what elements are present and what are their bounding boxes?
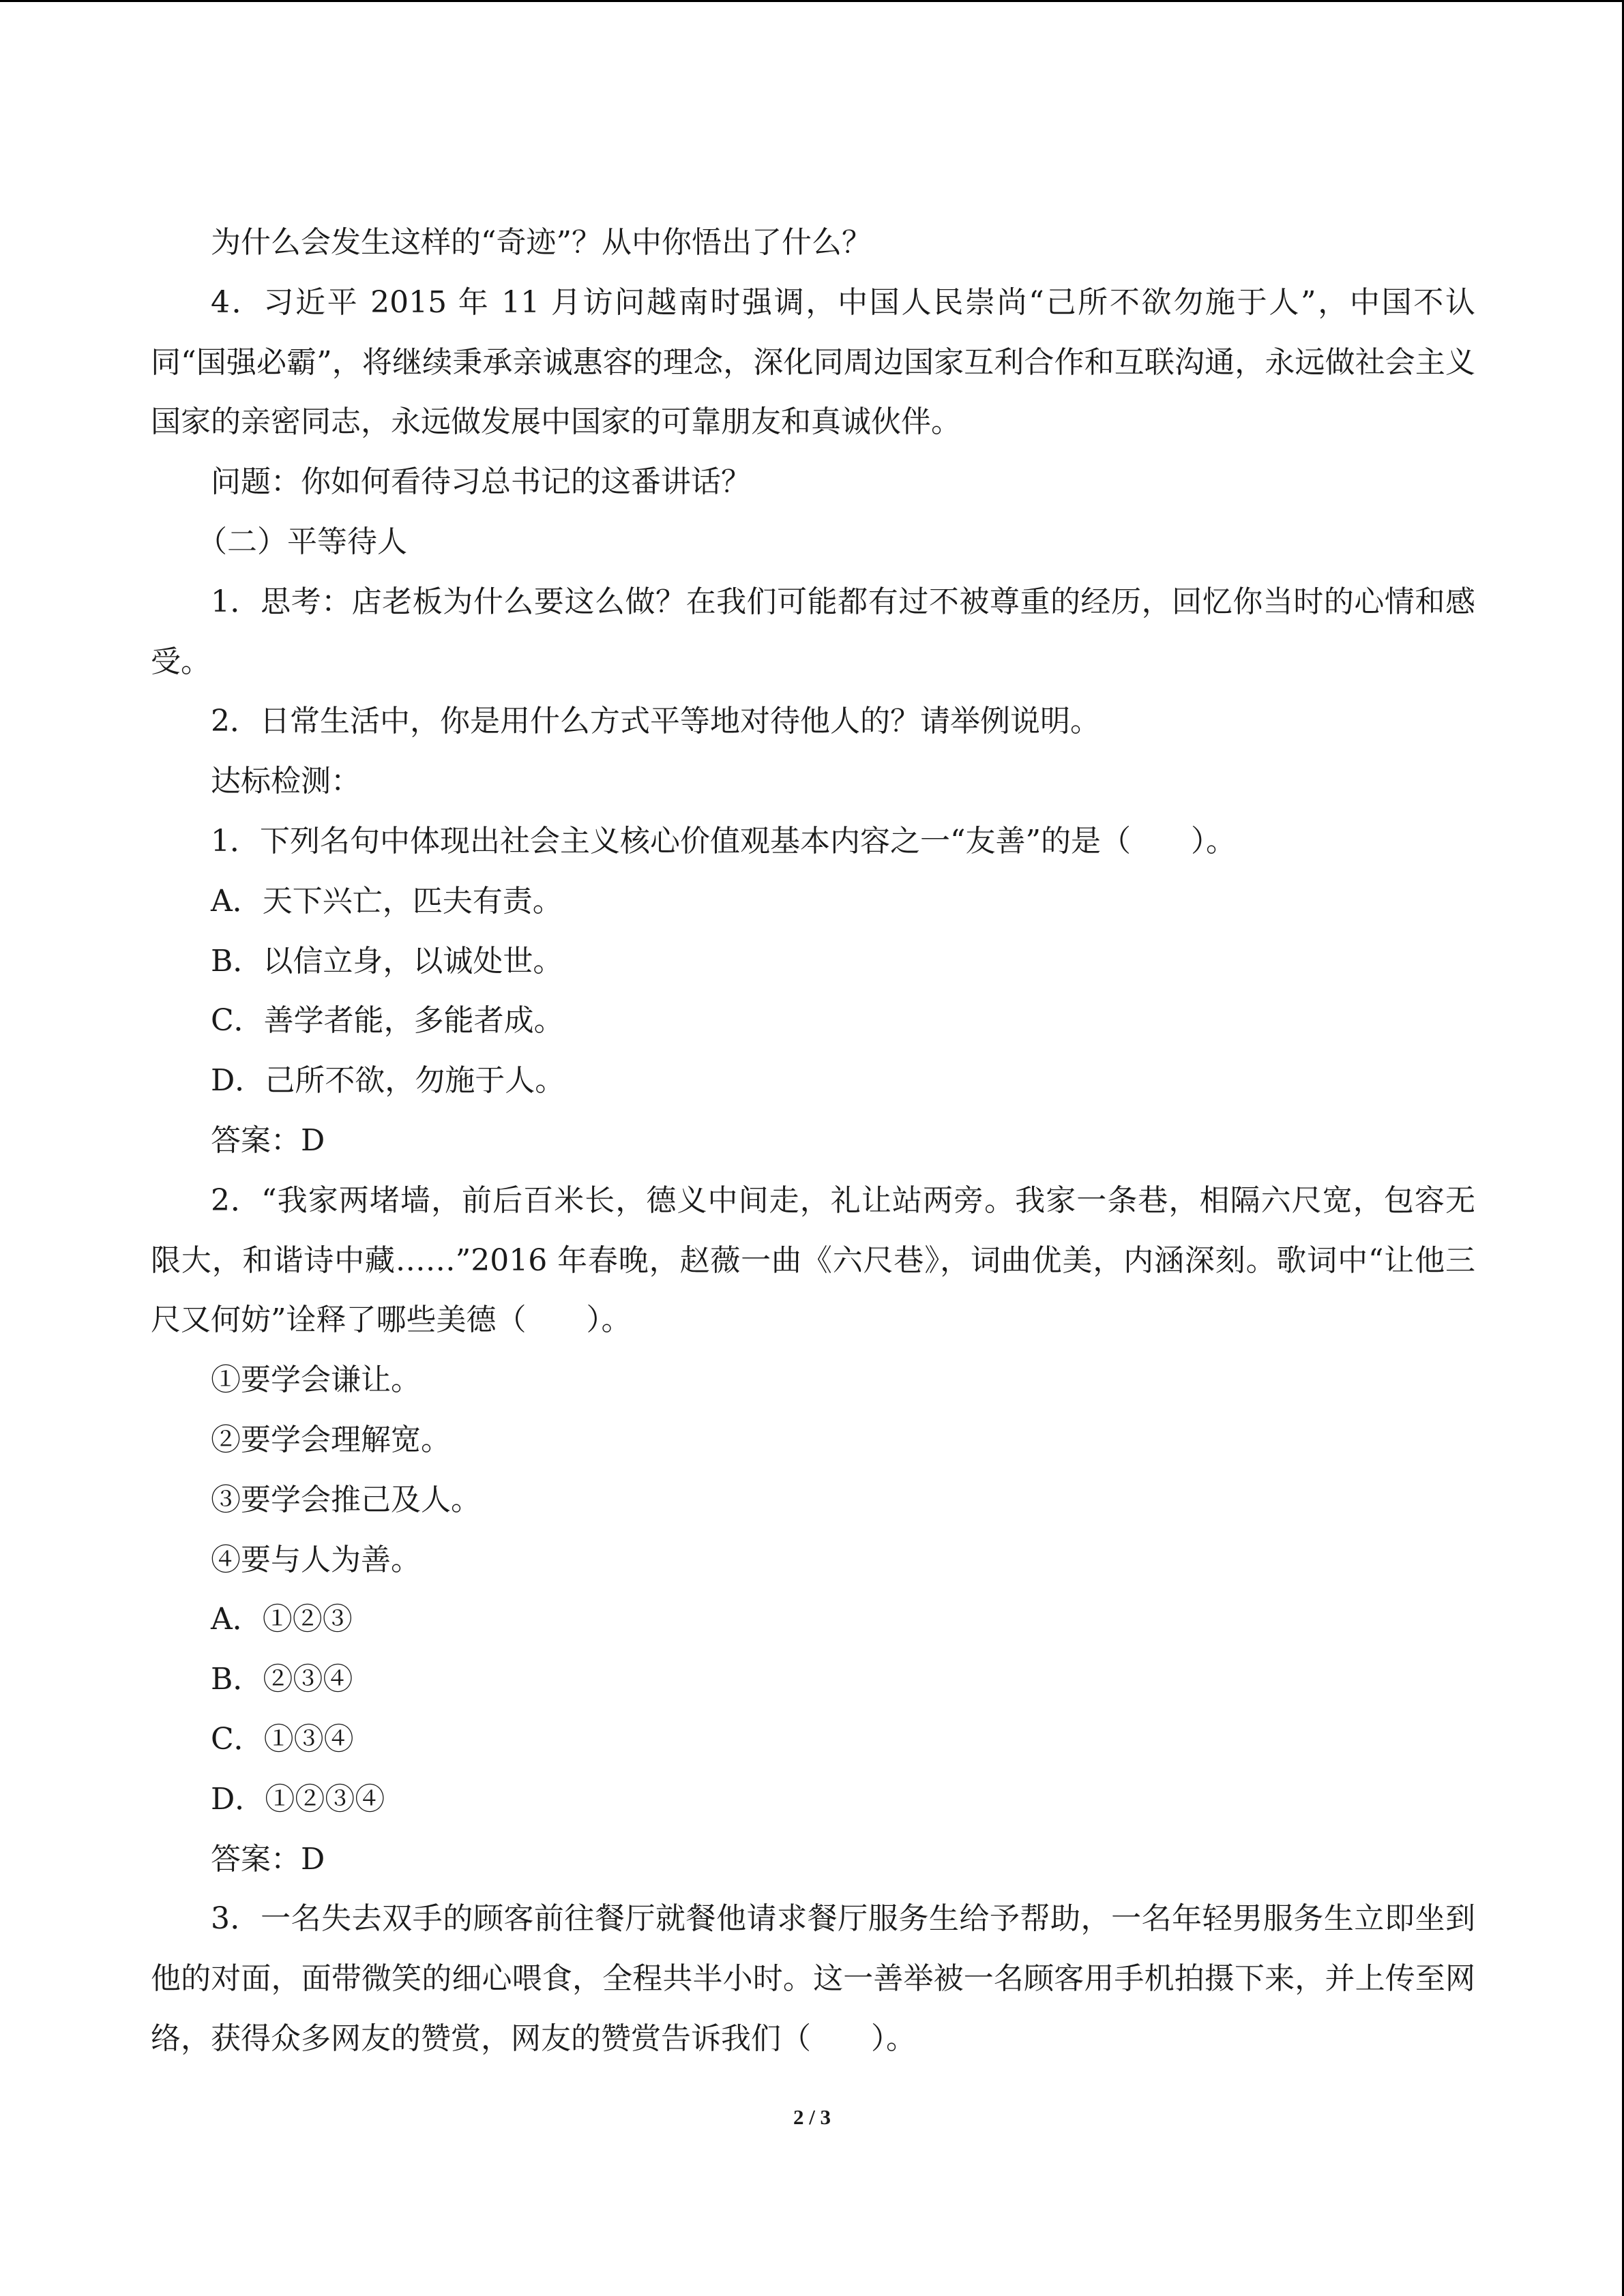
question-2-statement-1: ①要学会谦让。 (211, 1362, 421, 1398)
question-1-option-c: C．善学者能，多能者成。 (211, 1003, 564, 1039)
question-2-option-c: C．①③④ (211, 1721, 354, 1757)
paragraph-think-1: 1．思考：店老板为什么要这么做？在我们可能都有过不被尊重的经历，回忆你当时的心情和感受。 (151, 584, 1475, 679)
question-2-option-b: B．②③④ (211, 1662, 353, 1697)
document-body (151, 213, 1475, 2069)
question-1-option-a: A．天下兴亡，匹夫有责。 (211, 883, 563, 919)
question-3: 3．一名失去双手的顾客前往餐厅就餐他请求餐厅服务生给予帮助，一名年轻男服务生立即坐到他的对面，面带微笑的细心喂食，全程共半小时。这一善举被一名顾客用手机拍摄下来，并上传至网络，获得众多网友的赞赏，网友的赞赏告诉我们（ ）。 (151, 1901, 1475, 2056)
page-top-border (0, 0, 1624, 2)
page-number: 2 / 3 (793, 2105, 831, 2129)
question-2-statement-3: ③要学会推己及人。 (211, 1482, 481, 1517)
question-2-option-a: A．①②③ (211, 1602, 353, 1637)
question-1-option-b: B．以信立身，以诚处世。 (211, 943, 563, 979)
paragraph-item-4: 4．习近平 2015 年 11 月访问越南时强调，中国人民崇尚“己所不欲勿施于人”，中国不认同“国强必霸”，将继续秉承亲诚惠容的理念，深化同周边国家互利合作和互联沟通，永远做社会主义国家的亲密同志，永远做发展中国家的可靠朋友和真诚伙伴。 (151, 284, 1475, 440)
paragraph-daily-life-2: 2．日常生活中，你是用什么方式平等地对待他人的？请举例说明。 (211, 704, 1100, 739)
question-1-answer: 答案：D (211, 1122, 325, 1158)
paragraph-question: 问题：你如何看待习总书记的这番讲话？ (211, 464, 751, 500)
question-2: 2．“我家两堵墙，前后百米长，德义中间走，礼让站两旁。我家一条巷，相隔六尺宽，包容无限大，和谐诗中藏……”2016 年春晚，赵薇一曲《六尺巷》，词曲优美，内涵深刻。歌词中“让他三尺又何妨”诠释了哪些美德（ ）。 (151, 1182, 1475, 1338)
question-1-option-d: D．己所不欲，勿施于人。 (211, 1063, 565, 1099)
question-2-statement-4: ④要与人为善。 (211, 1542, 421, 1577)
question-2-answer: 答案：D (211, 1841, 325, 1877)
paragraph-question-continuation: 为什么会发生这样的“奇迹”？从中你悟出了什么？ (211, 225, 872, 260)
question-2-option-d: D．①②③④ (211, 1781, 385, 1817)
heading-assessment: 达标检测： (211, 764, 361, 799)
question-2-statement-2: ②要学会理解宽。 (211, 1422, 451, 1457)
section-heading-equal-treatment: （二）平等待人 (197, 524, 407, 559)
question-1: 1．下列名句中体现出社会主义核心价值观基本内容之一“友善”的是（ ）。 (211, 823, 1236, 859)
